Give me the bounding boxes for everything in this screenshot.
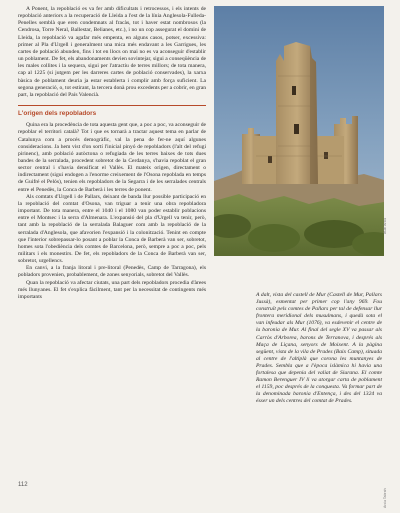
body-paragraph: Quan la repoblació va afectar ciutats, una part dels repobladors procedia d'àrees més llunyanes. El fet s'explica fàcilment, tant per la necessitat de contingents més importants: [18, 279, 206, 300]
intro-paragraph: A Ponent, la repoblació es va fer amb dificultats i retrocessos, i els intents de repoblació anteriors a la recuperació de Lleida a l'est de la línia Anglesola-Fulleda-Penelles semblà que eren condemnats al fracàs, tot i haver estat nombrosos (la Cendrosa, Torre Neral, Ballestar, Belianes, etc.), i no un cop assegurat el domini de Lleida, la repoblació va agafar més empenta, en alguns casos, potser, excessiva: primer al Pla d'Urgell i generalment una mica més endavant a les Garrigues, les cartes de població abunden, fins i tot en llocs on mai no es va aconseguir d'establir un poblament. De fet, els abandonaments devien sovintejar, sigui a conseqüència de les males collites i la sequera, sigui per l'atractiu de terres millors; de tota manera, cap al 1225 (si jutgem per les darreres cartes de població conservades), la xarxa bàsica de poblament deuria ja estar establerta i complir amb força suficient. La segona generació, o, tot estirant, la tercera donà prou excedents per a cobrir, en gran part, la repoblació del País Valencià.: [18, 6, 207, 98]
body-paragraph: Als comtats d'Urgell i de Pallars, deixant de banda llur possible participació en la repoblació del comtat d'Osona, van triguar a tenir una obra repobladora important. De tota manera, entre el 1040 i el 1080 van poder establir poblacions entre el Montsec i la serra d'Almenara. L'expansió del pla d'Urgell va tenir, però, tant amb la repoblació de la serralada Balaguer com amb la repoblació de la serralada d'Anglesola, que afavorien l'expansió i la colonització. Tenint en compte que l'interior sobrepassar-lo posant a poblar la Conca de Barberà van ser, sobretot, homes sota l'obediència dels comtes de Barcelona, però, sempre a poc a poc, pels militars i els monestirs. De fet, els repobladors de la Conca de Barberà van ser, sobretot, urgellencs.: [18, 193, 206, 265]
photo-caption: A dalt, vista del castell de Mur (Castell de Mur, Pallars Jussà), esmentat per primer cop l'any 969. Fou construït pels comtes de Pallars per tal de defensar llur frontera meridional dels musulmans, i quedà sota el van infeudar als Mur (1076), va esdevenir el centre de la baronia de Mur. Al final del segle XV va passar als Carròs d'Arborea, barons de Terranova, i després als Maça de Liçana, senyors de Moixent. A la pàgina següent, vista de la vila de Prades (Baix Camp), situada al centre de l'altiplà que corona les muntanyes de Prades. Sembla que a l'època islàmica hi havia una fortalesa que depenia del valiat de Siurana. El comte Ramon Berenguer IV li va atorgar carta de poblament el 1159, poc després de la conquesta. Va formar part de la denominada baronia d'Entença, i des del 1324 va ésser un dels centres del comtat de Prades.: [256, 292, 382, 405]
castle-photo-illustration: [214, 6, 384, 256]
body-paragraph: Quina era la procedència de tota aquesta gent que, a poc a poc, va aconseguir de repoblar el territori català? Tot i que es tornarà a tractar aquest tema en parlar de Catalunya com a procés demogràfic, val la pena de fer-ne aquí algunes consideracions. Ja hem vist d'on sortí l'inicial pinyó de repobladors (l'alt del refugi pirinenc), amb població autòctona o refugiada de les terres baixes de tots dues bandes de la serralada, procedent sobretot de la Cerdanya, s'havia repoblat el gran sector central i s'havia densificat el Vallès. El mateix origen, directament o indirectament (sigui endogen a l'enorme creixement de l'Osona repoblada en temps de Guifré el Pelós), tenien els repobladors de la Segarra i de les serralades centrals entre el Penedès, la Conca de Barberà i les terres de ponent.: [18, 122, 206, 193]
page-number: 112: [18, 482, 28, 488]
body-paragraph: En canvi, a la franja litoral i pre-litoral (Penedès, Camp de Tarragona), els pobladors provenien, probablement, de zones senyorials, sobretot del Vallès.: [18, 265, 206, 279]
photo-credit: AGE Arxiu: [383, 217, 387, 234]
section-heading: L'origen dels repobladors: [18, 110, 97, 118]
text-column: [18, 6, 206, 301]
castle-photo: [214, 6, 384, 256]
bottom-credit: Arxiu Tabrah: [383, 488, 387, 508]
section-divider: [18, 105, 206, 106]
